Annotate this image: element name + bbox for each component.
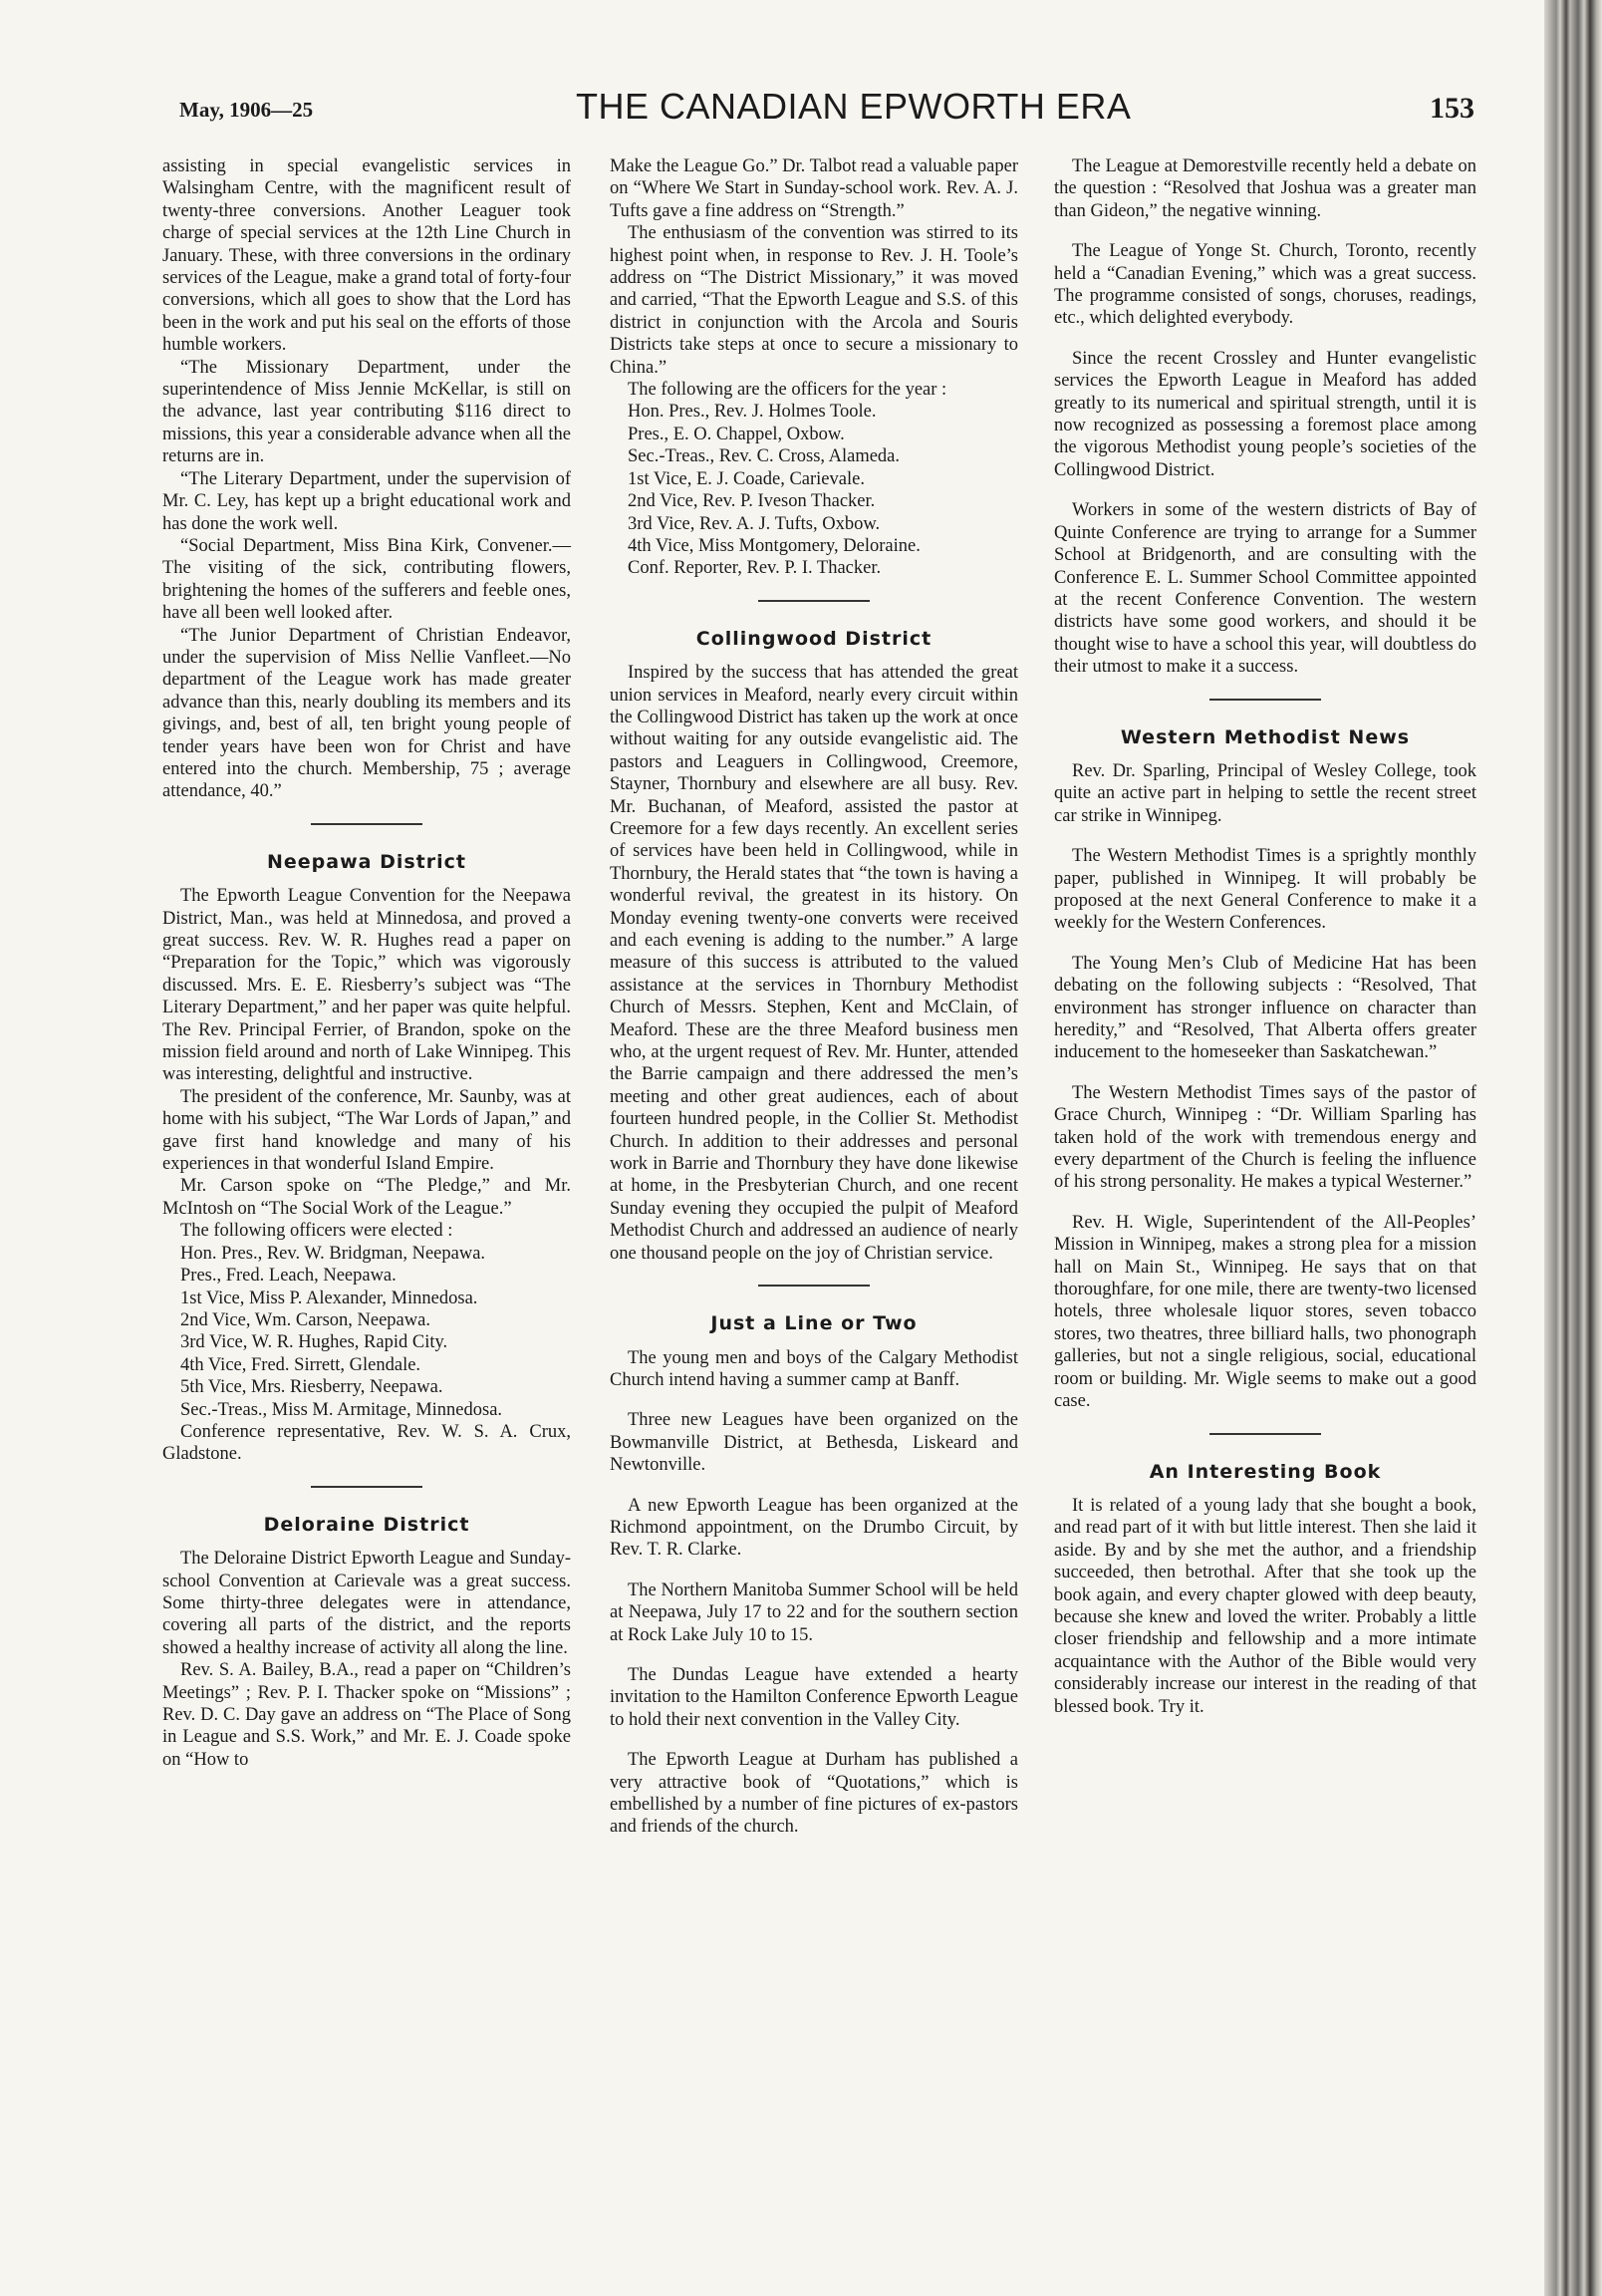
officer-item: Sec.-Treas., Miss M. Armitage, Minnedosa. [180, 1399, 503, 1420]
paragraph: “The Missionary Department, under the superintendence of Miss Jennie McKellar, is still on the advance, last year contributing $116 direct to missions, this year a considerable advance when all the returns are in. [162, 357, 571, 467]
section-divider [1209, 699, 1321, 701]
paragraph: The following are the officers for the year : [628, 380, 947, 401]
paragraph: The Northern Manitoba Summer School will be held at Neepawa, July 17 to 22 and for the southern section at Rock Lake July 10 to 15. [610, 1579, 1018, 1645]
paragraph: Rev. Dr. Sparling, Principal of Wesley College, took quite an active part in helping to settle the recent street car strike in Winnipeg. [1054, 760, 1476, 826]
officer-item: 2nd Vice, Wm. Carson, Neepawa. [180, 1309, 430, 1330]
paragraph: The Dundas League have extended a hearty invitation to the Hamilton Conference Epworth League to hold their next convention in the Valley City. [610, 1664, 1018, 1730]
paragraph: The Deloraine District Epworth League and Sunday-school Convention at Carievale was a great success. Some thirty-three delegates were in attendance, covering all parts of the district, and the reports showed a healthy increase of activity all along the line. [162, 1549, 571, 1658]
section-heading-just-a-line: Just a Line or Two [710, 1312, 918, 1335]
officer-item: Sec.-Treas., Rev. C. Cross, Alameda. [628, 446, 901, 467]
paragraph: Make the League Go.” Dr. Talbot read a valuable paper on “Where We Start in Sunday-school work. Rev. A. J. Tufts gave a fine address on “Strength.” [610, 156, 1018, 221]
publication-title: THE CANADIAN EPWORTH ERA [576, 86, 1132, 127]
officer-item: 4th Vice, Fred. Sirrett, Glendale. [180, 1354, 421, 1375]
paragraph: The following officers were elected : [180, 1221, 453, 1242]
paragraph: The Western Methodist Times says of the pastor of Grace Church, Winnipeg : “Dr. William Sparling has taken hold of the work with tremendous energy and every department of the Church is feeling the influence of his strong personality. He makes a typical Westerner.” [1054, 1082, 1476, 1193]
paragraph: It is related of a young lady that she bought a book, and read part of it with but little interest. Then she laid it aside. By and by she met the author, and a friendship succeeded, then betrothal. After that she took up the book again, and every chapter glowed with deep beauty, because she knew and loved the writer. Probably a little closer friendship and fellowship and a more intimate acquaintance with the Author of the Bible would very considerably increase our interest in the reading of that blessed book. Try it. [1054, 1495, 1476, 1717]
section-divider [1209, 1433, 1321, 1435]
paragraph: Three new Leagues have been organized on the Bowmanville District, at Bethesda, Liskeard and Newtonville. [610, 1410, 1018, 1476]
officer-item: 1st Vice, E. J. Coade, Carievale. [628, 468, 865, 489]
section-heading-interesting-book: An Interesting Book [1149, 1460, 1382, 1483]
paragraph: The young men and boys of the Calgary Methodist Church intend having a summer camp at Banff. [610, 1347, 1018, 1390]
section-heading-western-methodist: Western Methodist News [1120, 725, 1411, 748]
officer-item: 3rd Vice, W. R. Hughes, Rapid City. [180, 1332, 448, 1353]
paragraph: Rev. H. Wigle, Superintendent of the All-Peoples’ Mission in Winnipeg, makes a strong plea for a mission hall on Main St., Winnipeg. He says that on that thoroughfare, for one mile, there are twenty-two licensed hotels, three wholesale liquor stores, seven tobacco stores, two theatres, three billiard halls, two phonograph galleries, but not a single religious, social, educational room or building. Mr. Wigle seems to make out a good case. [1054, 1212, 1476, 1412]
paragraph: The Epworth League Convention for the Neepawa District, Man., was held at Minnedosa, and proved a great success. Rev. W. R. Hughes read a paper on “Preparation for the Topic,” which was vigorously discussed. Mrs. E. E. Riesberry’s subject was “The Literary Department,” and her paper was quite helpful. The Rev. Principal Ferrier, of Brandon, spoke on the mission field around and north of Lake Winnipeg. This was interesting, delightful and instructive. [162, 886, 571, 1085]
paragraph: The Western Methodist Times is a sprightly monthly paper, published in Winnipeg. It will probably be proposed at the next General Conference to make it a weekly for the Western Conferences. [1054, 846, 1476, 934]
section-heading-deloraine: Deloraine District [263, 1513, 470, 1536]
officer-item: Pres., E. O. Chappel, Oxbow. [628, 424, 845, 444]
section-divider [758, 1285, 870, 1287]
section-heading-collingwood: Collingwood District [695, 627, 933, 650]
paragraph: A new Epworth League has been organized at the Richmond appointment, on the Drumbo Circuit, by Rev. T. R. Clarke. [610, 1495, 1018, 1561]
officer-item: Conf. Reporter, Rev. P. I. Thacker. [628, 558, 882, 579]
paragraph: The president of the conference, Mr. Saunby, was at home with his subject, “The War Lords of Japan,” and gave first hand knowledge and many of his experiences in that wonderful Island Empire. [162, 1086, 571, 1175]
paragraph: Mr. Carson spoke on “The Pledge,” and Mr. McIntosh on “The Social Work of the League.” [162, 1176, 571, 1219]
paragraph: Conference representative, Rev. W. S. A. Crux, Gladstone. [162, 1421, 571, 1465]
column-middle [610, 155, 1018, 1839]
paragraph: “The Junior Department of Christian Endeavor, under the supervision of Miss Nellie Vanfleet.—No department of the League work has made greater advance than this, nearly doubling its members and its givings, and, best of all, ten bright young people of tender years have been won for Christ and have entered into the church. Membership, 75 ; average attendance, 40.” [162, 625, 571, 802]
officer-item: Pres., Fred. Leach, Neepawa. [180, 1266, 397, 1287]
paragraph: Rev. S. A. Bailey, B.A., read a paper on “Children’s Meetings” ; Rev. P. I. Thacker spoke on “Missions” ; Rev. D. C. Day gave an address on “The Place of Song in League and S.S. Work,” and Mr. E. J. Coade spoke on “How to [162, 1660, 571, 1770]
page-header [179, 86, 1474, 136]
officer-item: 5th Vice, Mrs. Riesberry, Neepawa. [180, 1377, 443, 1398]
paragraph: Inspired by the success that has attended the great union services in Meaford, nearly every circuit within the Collingwood District has taken up the work at once without waiting for any outside evangelistic aid. The pastors and Leaguers in Collingwood, Creemore, Stayner, Thornbury and elsewhere are all busy. Rev. Mr. Buchanan, of Meaford, assisted the pastor at Creemore for a few days recently. An excellent series of services have been held in Collingwood, while in Thornbury, the Herald states that “the town is having a wonderful revival, the greatest in its history. On Monday evening twenty-one converts were received and each evening is adding to the number.” A large measure of this success is attributed to the valued assistance at the services in Thornbury Methodist Church of Messrs. Stephen, Kent and McClain, of Meaford. These are the three Meaford business men who, at the urgent request of Rev. Mr. Hunter, attended the Barrie campaign and there addressed the men’s meeting and other great audiences, each of about fourteen hundred people, in the Collier St. Methodist Church. In addition to their addresses and personal work in Barrie and Thornbury they have done likewise at home, in the Presbyterian Church, and one recent Sunday evening they occupied the pulpit of Meaford Methodist Church and addressed an audience of nearly one thousand people on the joy of Christian service. [610, 663, 1018, 1264]
paragraph: Workers in some of the western districts of Bay of Quinte Conference are trying to arrange for a Summer School at Bridgenorth, and are consulting with the Conference E. L. Summer School Committee appointed at the recent Conference Convention. The western districts have some good workers, and should it be thought wise to have a school this year, will doubtless do their utmost to make it a success. [1054, 500, 1476, 678]
paragraph: assisting in special evangelistic services in Walsingham Centre, with the magnificent result of twenty-three conversions. Another Leaguer took charge of special services at the 12th Line Church in January. These, with three conversions in the ordinary services of the League, make a grand total of forty-four conversions, which all goes to show that the Lord has been in the work and put his seal on the efforts of those humble workers. [162, 156, 571, 356]
section-divider [758, 600, 870, 602]
paragraph: Since the recent Crossley and Hunter evangelistic services the Epworth League in Meaford has added greatly to its numerical and spiritual strength, until it is now recognized as possessing a foremost place among the vigorous Methodist young people’s societies of the Collingwood District. [1054, 348, 1476, 480]
officer-item: 3rd Vice, Rev. A. J. Tufts, Oxbow. [628, 513, 881, 534]
officer-item: Hon. Pres., Rev. W. Bridgman, Neepawa. [180, 1243, 486, 1264]
officer-item: 2nd Vice, Rev. P. Iveson Thacker. [628, 491, 876, 512]
paragraph: The Epworth League at Durham has published a very attractive book of “Quotations,” which is embellished by a number of fine pictures of ex-pastors and friends of the church. [610, 1750, 1018, 1838]
paragraph: “Social Department, Miss Bina Kirk, Convener.—The visiting of the sick, contributing flowers, brightening the homes of the sufferers and feeble ones, have all been well looked after. [162, 535, 571, 624]
issue-date: May, 1906—25 [179, 98, 314, 122]
paragraph: The enthusiasm of the convention was stirred to its highest point when, in response to Rev. J. H. Toole’s address on “The District Missionary,” it was moved and carried, “That the Epworth League and S.S. of this district in conjunction with the Arcola and Souris Districts take steps at once to secure a missionary to China.” [610, 223, 1018, 378]
paragraph: The League at Demorestville recently held a debate on the question : “Resolved that Joshua was a greater man than Gideon,” the negative winning. [1054, 156, 1476, 221]
section-heading-neepawa: Neepawa District [267, 850, 466, 873]
page-number: 153 [1430, 92, 1474, 125]
officer-item: 4th Vice, Miss Montgomery, Deloraine. [628, 535, 921, 556]
column-right [1054, 155, 1476, 1718]
column-left [162, 155, 571, 1771]
section-divider [311, 1486, 422, 1488]
paragraph: The Young Men’s Club of Medicine Hat has been debating on the following subjects : “Resolved, That environment has stronger influence on character than heredity,” and “Resolved, That Alberta offers greater inducement to the homeseeker than Saskatchewan.” [1054, 953, 1476, 1063]
officer-item: 1st Vice, Miss P. Alexander, Minnedosa. [180, 1288, 478, 1308]
section-divider [311, 823, 422, 825]
paragraph: “The Literary Department, under the supervision of Mr. C. Ley, has kept up a bright educational work and has done the work well. [162, 468, 571, 534]
paragraph: The League of Yonge St. Church, Toronto, recently held a “Canadian Evening,” which was a great success. The programme consisted of songs, choruses, readings, etc., which delighted everybody. [1054, 241, 1476, 329]
officer-item: Hon. Pres., Rev. J. Holmes Toole. [628, 402, 877, 423]
book-page-edge [1544, 0, 1602, 2296]
